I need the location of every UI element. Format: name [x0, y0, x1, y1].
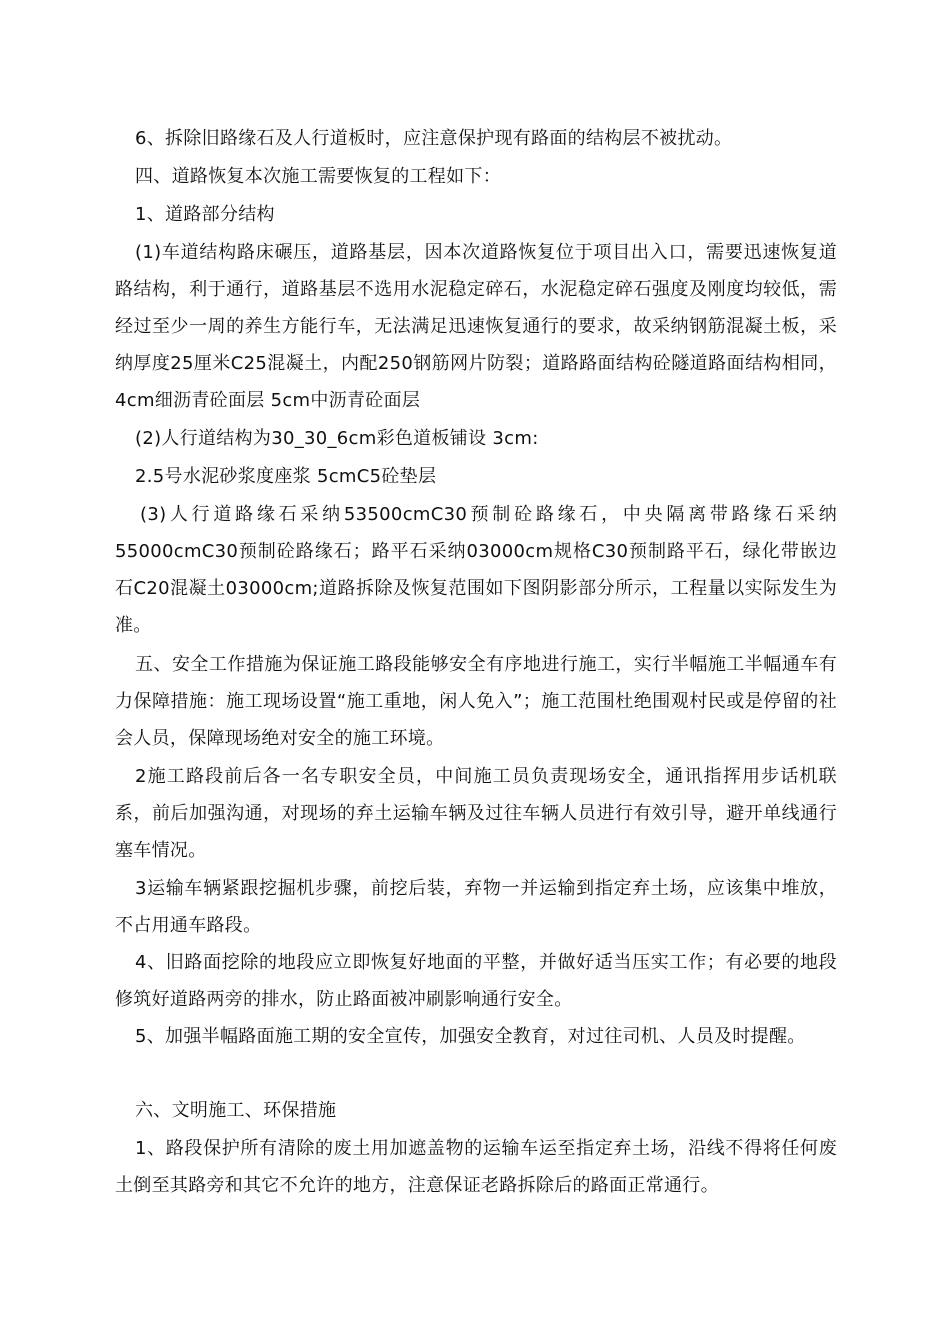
paragraph-sidewalk-structure: (2)人行道结构为30_30_6cm彩色道板铺设 3cm:: [135, 428, 539, 449]
section-heading-civilized-construction: 六、文明施工、环保措施: [135, 1100, 337, 1121]
paragraph-curbstones: (3)人行道路缘石采纳53500cmC30预制砼路缘石，中央隔离带路缘石采纳55000cmC30预制砼路缘石；路平石采纳03000cm规格C30预制路平石，绿化带嵌边石C20混凝土03000cm;道路拆除及恢复范围如下图阴影部分所示，工程量以实际发生为准。: [115, 504, 837, 636]
paragraph-road-leveling: 4、旧路面挖除的地段应立即恢复好地面的平整，并做好适当压实工作；有必要的地段修筑好道路两旁的排水，防止路面被冲刷影响通行安全。: [115, 952, 837, 1010]
paragraph-transport-vehicles: 3运输车辆紧跟挖掘机步骤，前挖后装，弃物一并运输到指定弃土场，应该集中堆放，不占用通车路段。: [115, 878, 837, 936]
paragraph-mortar-base: 2.5号水泥砂浆度座浆 5cmC5砼垫层: [135, 466, 437, 487]
paragraph-item-6-demolition: 6、拆除旧路缘石及人行道板时，应注意保护现有路面的结构层不被扰动。: [135, 128, 733, 149]
paragraph-safety-publicity: 5、加强半幅路面施工期的安全宣传，加强安全教育，对过往司机、人员及时提醒。: [135, 1026, 806, 1047]
paragraph-safety-officers: 2施工路段前后各一名专职安全员，中间施工员负责现场安全，通讯指挥用步话机联系，前后加强沟通，对现场的弃土运输车辆及过往车辆人员进行有效引导，避开单线通行塞车情况。: [115, 766, 837, 861]
paragraph-lane-structure: (1)车道结构路床碾压，道路基层，因本次道路恢复位于项目出入口，需要迅速恢复道路结构，利于通行，道路基层不选用水泥稳定碎石，水泥稳定碎石强度及刚度均较低，需经过至少一周的养生方能行车，无法满足迅速恢复通行的要求，故采纳钢筋混凝土板，采纳厚度25厘米C25混凝土，内配250钢筋网片防裂；道路路面结构砼隧道路面结构相同，4cm细沥青砼面层 5cm中沥青砼面层: [115, 242, 837, 411]
subheading-road-structure: 1、道路部分结构: [135, 204, 275, 225]
section-heading-safety-measures: 五、安全工作措施为保证施工路段能够安全有序地进行施工，实行半幅施工半幅通车有力保障措施：施工现场设置“施工重地，闲人免入”；施工范围杜绝围观村民或是停留的社会人员，保障现场绝对安全的施工环境。: [115, 654, 837, 749]
section-heading-road-restoration: 四、道路恢复本次施工需要恢复的工程如下：: [135, 166, 501, 187]
paragraph-waste-soil: 1、路段保护所有清除的废土用加遮盖物的运输车运至指定弃土场，沿线不得将任何废土倒至其路旁和其它不允许的地方，注意保证老路拆除后的路面正常通行。: [115, 1138, 837, 1196]
